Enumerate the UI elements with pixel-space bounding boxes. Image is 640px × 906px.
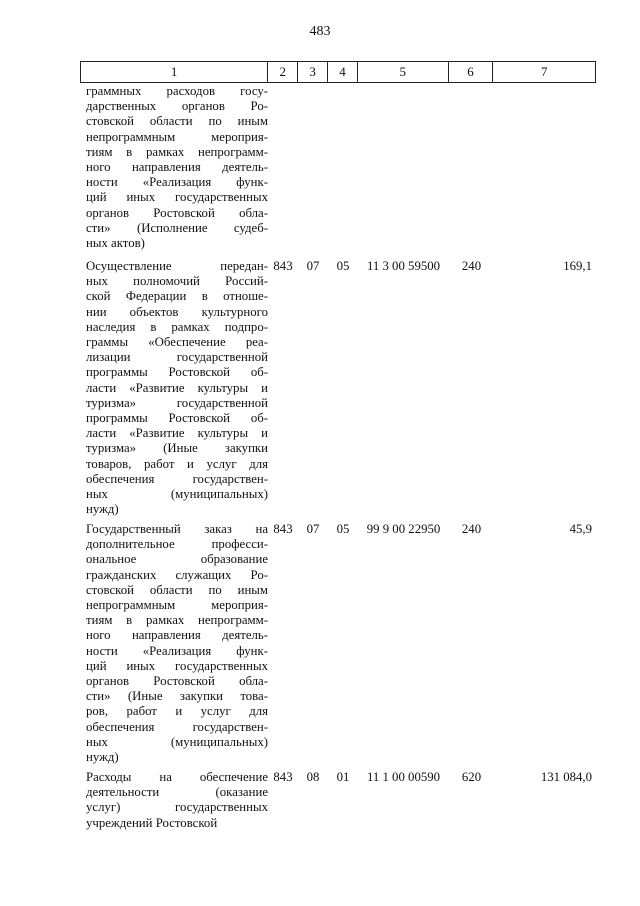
- target-article-code: 99 9 00 22950: [366, 522, 441, 536]
- table-row: [80, 522, 596, 765]
- description-line: стовской области по иным: [86, 582, 268, 597]
- header-col-2: 2: [268, 62, 298, 82]
- description-line: программы Ростовской об-: [86, 411, 268, 426]
- description-line: программы Ростовской об-: [86, 365, 268, 380]
- header-col-5: 5: [358, 62, 449, 82]
- description-line: органов Ростовской обла-: [86, 205, 268, 220]
- ministry-code: 843: [273, 259, 293, 273]
- description-line: ской Федерации в отноше-: [86, 289, 268, 304]
- description-line: ональное образование: [86, 552, 268, 567]
- description-line: ласти «Развитие культуры и: [86, 380, 268, 395]
- description-line: граммных расходов госу-: [86, 84, 268, 98]
- description-line: ных полномочий Россий-: [86, 274, 268, 289]
- expense-type-code: 240: [461, 259, 482, 273]
- ministry-code: 843: [273, 770, 293, 784]
- section-code: [298, 84, 328, 251]
- row-description: [80, 522, 268, 765]
- description-line: нужд): [86, 750, 119, 765]
- expense-type-code: 620: [461, 770, 482, 784]
- table-row: [80, 259, 596, 517]
- ministry-code: [268, 84, 298, 251]
- description-line: ного направления деятель-: [86, 628, 268, 643]
- description-line: граммы «Обеспечение реа-: [86, 335, 268, 350]
- table-row: [80, 770, 596, 831]
- row-description: [80, 770, 268, 831]
- description-line: тиям в рамках непрограмм-: [86, 613, 268, 628]
- description-line: гражданских служащих Ро-: [86, 567, 268, 582]
- description-line: туризма» государственной: [86, 395, 268, 410]
- description-line: дарственных органов Ро-: [86, 99, 268, 114]
- description-line: дополнительное професси-: [86, 537, 268, 552]
- description-line: тиям в рамках непрограмм-: [86, 144, 268, 159]
- description-line: ности «Реализация функ-: [86, 643, 268, 658]
- table-header: [80, 61, 596, 83]
- description-line: ных (муниципальных): [86, 734, 268, 749]
- description-line: учреждений Ростовской: [86, 815, 218, 830]
- description-line: ных (муниципальных): [86, 487, 268, 502]
- amount: 131 084,0: [540, 770, 592, 784]
- subsection-code: 05: [336, 259, 350, 273]
- description-line: наследия в рамках подпро-: [86, 319, 268, 334]
- description-line: органов Ростовской обла-: [86, 674, 268, 689]
- description-line: ласти «Развитие культуры и: [86, 426, 268, 441]
- description-line: обеспечения государствен-: [86, 471, 268, 486]
- target-article-code: [358, 84, 449, 251]
- expense-type-code: [449, 84, 494, 251]
- description-line: нии объектов культурного: [86, 304, 268, 319]
- description-line: Осуществление передан-: [86, 259, 268, 273]
- description-line: ного направления деятель-: [86, 160, 268, 175]
- description-line: непрограммным мероприя-: [86, 129, 268, 144]
- description-line: обеспечения государствен-: [86, 719, 268, 734]
- amount: 45,9: [569, 522, 592, 536]
- description-line: Государственный заказ на: [86, 522, 268, 536]
- amount: 169,1: [563, 259, 592, 273]
- table-row: [80, 84, 596, 251]
- row-description: [80, 84, 268, 251]
- header-col-4: 4: [328, 62, 358, 82]
- description-line: ций иных государственных: [86, 658, 268, 673]
- section-code: 07: [306, 259, 320, 273]
- description-line: нужд): [86, 502, 119, 517]
- description-line: сти» (Иные закупки това-: [86, 689, 268, 704]
- description-line: сти» (Исполнение судеб-: [86, 220, 268, 235]
- description-line: ности «Реализация функ-: [86, 175, 268, 190]
- header-col-1: 1: [81, 62, 268, 82]
- subsection-code: [328, 84, 358, 251]
- description-line: стовской области по иным: [86, 114, 268, 129]
- description-line: ций иных государственных: [86, 190, 268, 205]
- header-col-7: 7: [540, 64, 548, 79]
- description-line: туризма» (Иные закупки: [86, 441, 268, 456]
- header-col-6: 6: [449, 62, 494, 82]
- ministry-code: 843: [273, 522, 293, 536]
- description-line: услуг) государственных: [86, 800, 268, 815]
- description-line: деятельности (оказание: [86, 785, 268, 800]
- description-line: лизации государственной: [86, 350, 268, 365]
- description-line: ров, работ и услуг для: [86, 704, 268, 719]
- description-line: ных актов): [86, 236, 145, 251]
- subsection-code: 05: [336, 522, 350, 536]
- target-article-code: 11 3 00 59500: [366, 259, 441, 273]
- subsection-code: 01: [336, 770, 350, 784]
- description-line: непрограммным мероприя-: [86, 598, 268, 613]
- row-description: [80, 259, 268, 517]
- target-article-code: 11 1 00 00590: [366, 770, 441, 784]
- header-col-3: 3: [298, 62, 328, 82]
- section-code: 07: [306, 522, 320, 536]
- description-line: товаров, работ и услуг для: [86, 456, 268, 471]
- description-line: Расходы на обеспечение: [86, 770, 268, 784]
- amount: [494, 84, 596, 251]
- page-number: 483: [309, 24, 331, 39]
- section-code: 08: [306, 770, 320, 784]
- expense-type-code: 240: [461, 522, 482, 536]
